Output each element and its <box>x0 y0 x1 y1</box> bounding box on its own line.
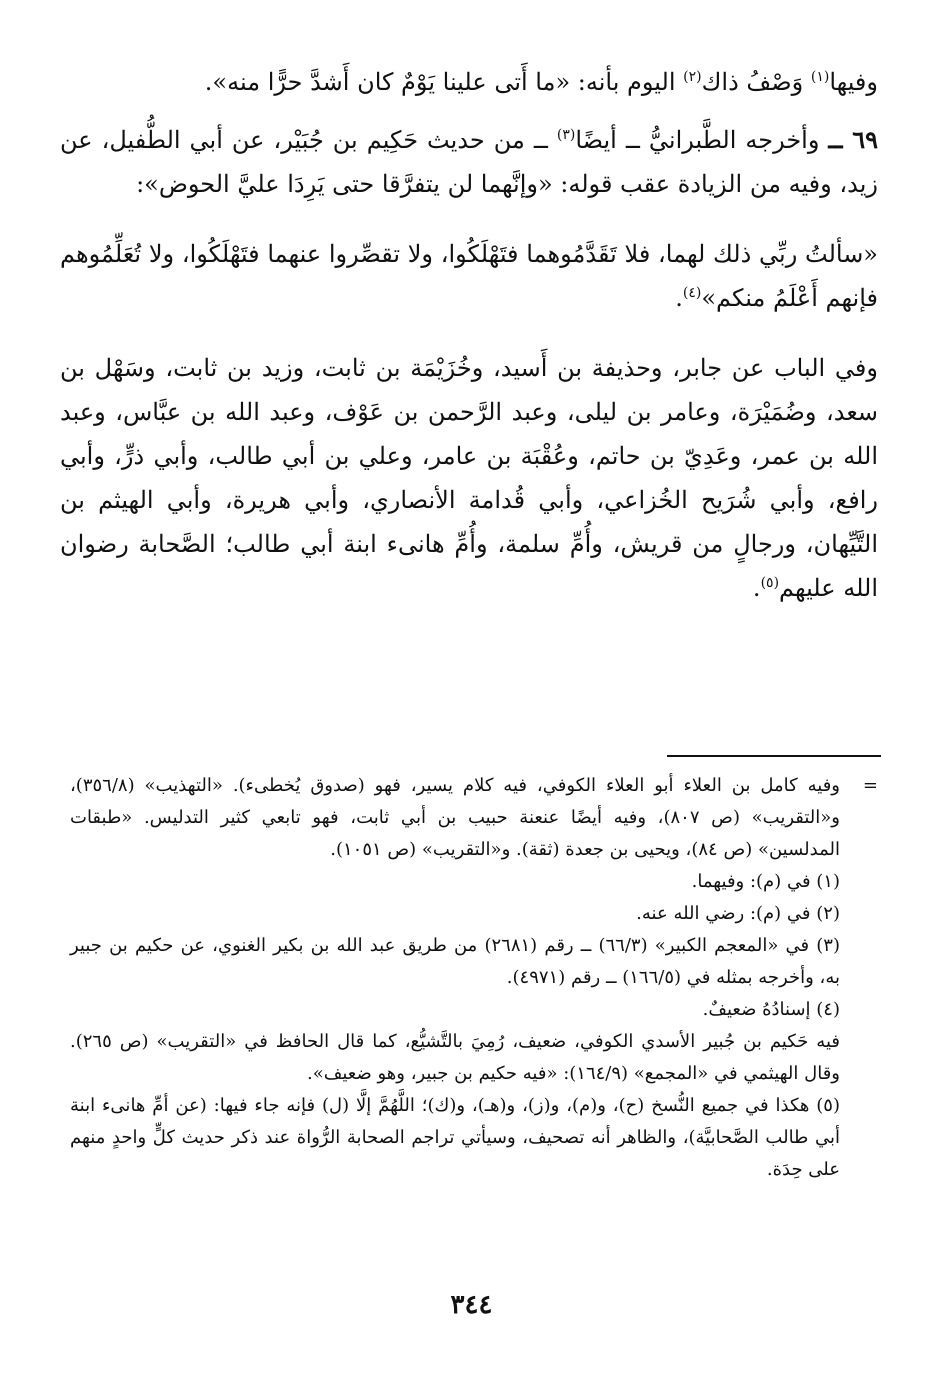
item-number: ٦٩ ــ <box>828 125 878 154</box>
footnote-4-body: فيه حَكيم بن جُبير الأسدي الكوفي، ضعيف، رُمِيَ بالتَّشيُّع، كما قال الحافظ في «التقريب» (ص ٢٦٥). وقال الهيثمي في «المجمع» (١٦٤/٩): «فيه حكيم بن جبير، وهو ضعيف». <box>70 1031 840 1084</box>
footnote-ref-3: (٣) <box>556 127 576 143</box>
text-run: ــ من حديث حَكِيم بن جُبَيْر، عن أبي الطُّفيل، عن زيد، وفيه من الزيادة عقب قوله: «وإنَّهما لن يتفرَّقا حتى يَرِدَا عليَّ الحوض»: <box>60 126 878 198</box>
paragraph-69 <box>60 118 878 206</box>
text-run: وفيها <box>829 68 878 96</box>
text-run: . <box>752 574 761 602</box>
footnote-1: (١) في (م): وفيهما. <box>691 871 840 892</box>
text-run: «سألتُ ربِّي ذلك لهما، فلا تَقَدَّمُوهما فتَهْلَكُوا، ولا تقصِّروا عنهما فتَهْلَكُوا، ولا تُعَلِّمُوهم فإنهم أَعْلَمُ منكم» <box>60 240 878 312</box>
footnote-4-title: (٤) إسنادُهُ ضعيفٌ. <box>702 999 840 1020</box>
text-run: وفيه كامل بن العلاء أبو العلاء الكوفي، فيه كلام يسير، فهو (صدوق يُخطىء). «التهذيب» (٣٥٦/٨)، و«التقريب» (ص ٨٠٧)، وفيه أيضًا عنعنة حبيب بن أبي ثابت، فهو تابعي كثير التدليس. «طبقات المدلسين» (ص ٨٤)، ويحيى بن جعدة (ثقة). و«التقريب» (ص ١٠٥١). <box>70 775 840 860</box>
text-run: وأخرجه الطَّبرانيُّ ــ أيضًا <box>575 126 820 154</box>
footnote-continuation <box>70 770 878 866</box>
page-number: ٣٤٤ <box>450 1290 493 1320</box>
footnote-ref-4: (٤) <box>682 285 702 301</box>
text-run: وَصْفُ ذاك <box>701 68 804 96</box>
text-run: . <box>675 284 683 312</box>
continuation-mark: = <box>862 775 878 796</box>
text-run: اليوم بأنه: «ما أَتى علينا يَوْمٌ كان أَشدَّ حرًّا منه». <box>204 68 676 96</box>
footnotes <box>70 770 878 1186</box>
footnote-ref-5: (٥) <box>760 575 780 591</box>
main-text <box>60 60 878 610</box>
footnote-ref-2: (٢) <box>683 69 702 85</box>
footnote-ref-1: (١) <box>810 69 830 85</box>
footnote-2: (٢) في (م): رضي الله عنه. <box>636 903 840 924</box>
paragraph-chapter-narrators <box>60 346 878 610</box>
paragraph-1 <box>60 60 878 104</box>
footnote-5: (٥) هكذا في جميع النُّسخ (ح)، و(م)، و(ز)، و(هـ)، و(ك)؛ اللَّهُمَّ إلَّا (ل) فإنه جاء فيها: (عن أمِّ هانىء ابنة أبي طالب الصَّحابيَّة)، والظاهر أنه تصحيف، وسيأتي تراجم الصحابة الرُّواة عند ذكر حديث كلٍّ واحدٍ منهم على حِدَة. <box>70 1095 840 1180</box>
paragraph-hadith-quote <box>60 232 878 320</box>
text-run: وفي الباب عن جابر، وحذيفة بن أَسيد، وخُزَيْمَة بن ثابت، وزيد بن ثابت، وسَهْل بن سعد، وضُمَيْرَة، وعامر بن ليلى، وعبد الرَّحمن بن عَوْف، وعبد الله بن عبَّاس، وعبد الله بن عمر، وعَدِيّ بن حاتم، وعُقْبَة بن عامر، وعلي بن أبي طالب، وأبي ذرٍّ، وأبي رافع، وأبي شُرَيح الخُزاعي، وأبي قُدامة الأنصاري، وأبي هريرة، وأبي الهيثم بن التَّيِّهان، ورجالٍ من قريش، وأُمِّ سلمة، وأُمِّ هانىء ابنة أبي طالب؛ الصَّحابة رضوان الله عليهم <box>60 354 878 602</box>
footnote-separator <box>667 755 881 757</box>
footnote-3: (٣) في «المعجم الكبير» (٦٦/٣) ــ رقم (٢٦٨١) من طريق عبد الله بن بكير الغنوي، عن حكيم بن جبير به، وأخرجه بمثله في (١٦٦/٥) ــ رقم (٤٩٧١). <box>70 935 840 988</box>
